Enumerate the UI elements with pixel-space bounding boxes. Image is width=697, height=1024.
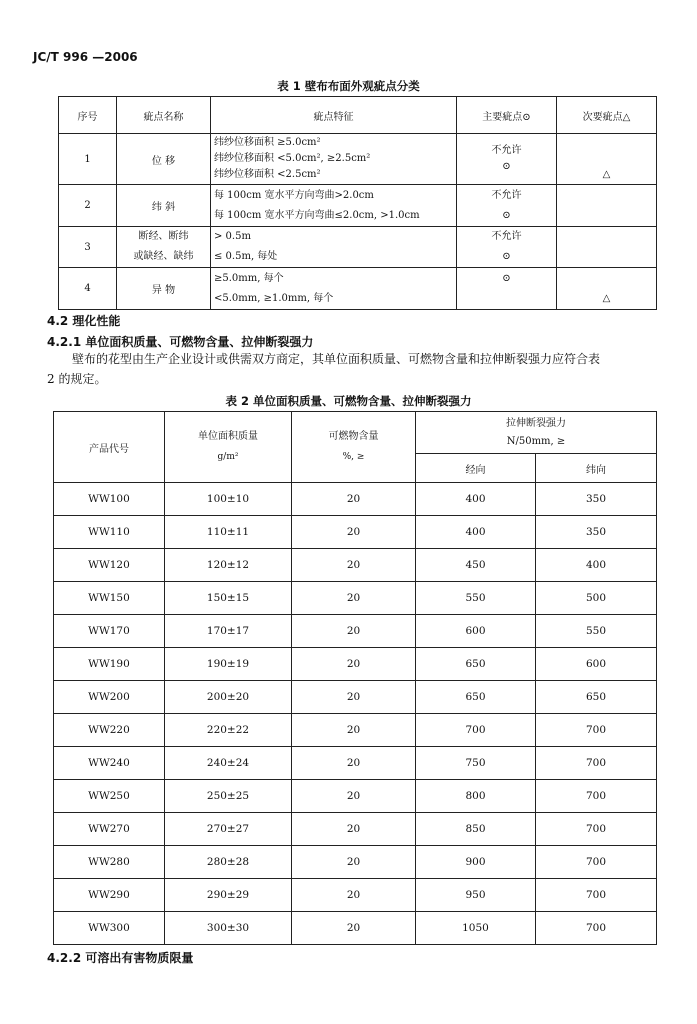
product-code-cell: WW200 — [54, 681, 165, 714]
product-code-cell: WW240 — [54, 747, 165, 780]
product-code-cell: WW280 — [54, 846, 165, 879]
feature-line: 每 100cm 宽水平方向弯曲≤2.0cm, >1.0cm — [214, 209, 420, 221]
mass-cell: 220±22 — [165, 714, 292, 747]
combustible-cell: 20 — [292, 483, 416, 516]
major-defect-cell — [457, 185, 557, 227]
warp-strength-cell: 650 — [416, 681, 536, 714]
defect-name — [117, 227, 211, 268]
major-mark: ⊙ — [502, 272, 511, 284]
product-code-cell: WW190 — [54, 648, 165, 681]
major-mark: ⊙ — [502, 251, 511, 262]
minor-mark: △ — [602, 169, 611, 180]
warp-strength-cell: 750 — [416, 747, 536, 780]
table2-body — [54, 483, 657, 945]
major-defect-cell — [457, 268, 557, 310]
product-code-cell: WW110 — [54, 516, 165, 549]
minor-defect-cell — [557, 185, 657, 227]
weft-strength-cell: 650 — [536, 681, 657, 714]
table-row — [54, 780, 657, 813]
defect-features — [211, 134, 457, 185]
table2-caption: 表 2 单位面积质量、可燃物含量、拉伸断裂强力 — [225, 394, 472, 408]
mass-cell: 190±19 — [165, 648, 292, 681]
table-row — [54, 615, 657, 648]
mass-cell: 240±24 — [165, 747, 292, 780]
combustible-header — [292, 412, 416, 483]
minor-defect-cell — [557, 227, 657, 268]
table-row — [54, 648, 657, 681]
warp-strength-cell: 450 — [416, 549, 536, 582]
major-mark: 不允许 — [491, 231, 522, 242]
defect-table — [58, 96, 657, 310]
major-mark: 不允许 — [491, 145, 522, 156]
mass-cell: 300±30 — [165, 912, 292, 945]
table-row — [54, 747, 657, 780]
warp-strength-cell: 600 — [416, 615, 536, 648]
combustible-cell: 20 — [292, 648, 416, 681]
table-row — [54, 549, 657, 582]
weft-header: 纬向 — [536, 454, 657, 483]
warp-strength-cell: 700 — [416, 714, 536, 747]
defect-features — [211, 227, 457, 268]
combustible-cell: 20 — [292, 912, 416, 945]
section-4-2-1-heading: 4.2.1 单位面积质量、可燃物含量、拉伸断裂强力 — [47, 335, 314, 349]
table-row — [59, 134, 657, 185]
document-header: JC/T 996 —2006 — [33, 50, 138, 64]
combustible-header-unit: %, ≥ — [342, 452, 365, 462]
mass-cell: 170±17 — [165, 615, 292, 648]
table-row — [54, 846, 657, 879]
weft-strength-cell: 700 — [536, 780, 657, 813]
combustible-cell: 20 — [292, 813, 416, 846]
weft-strength-cell: 400 — [536, 549, 657, 582]
tensile-header-unit: N/50mm, ≥ — [506, 435, 566, 447]
combustible-cell: 20 — [292, 780, 416, 813]
warp-strength-cell: 800 — [416, 780, 536, 813]
major-mark: 不允许 — [491, 189, 522, 201]
feature-line: 每 100cm 宽水平方向弯曲>2.0cm — [214, 189, 374, 201]
combustible-cell: 20 — [292, 846, 416, 879]
table-row — [54, 681, 657, 714]
defect-name: 位 移 — [117, 134, 211, 185]
table-row — [54, 879, 657, 912]
row-number: 1 — [59, 134, 117, 185]
table-row — [54, 813, 657, 846]
mass-cell: 200±20 — [165, 681, 292, 714]
feature-line: <5.0mm, ≥1.0mm, 每个 — [214, 292, 334, 304]
weft-strength-cell: 350 — [536, 483, 657, 516]
product-code-cell: WW120 — [54, 549, 165, 582]
major-mark: ⊙ — [502, 209, 511, 221]
product-code-cell: WW150 — [54, 582, 165, 615]
weft-strength-cell: 700 — [536, 846, 657, 879]
table-row — [54, 516, 657, 549]
defect-name: 异 物 — [117, 268, 211, 310]
warp-strength-cell: 550 — [416, 582, 536, 615]
product-code-cell: WW220 — [54, 714, 165, 747]
table1-header-row — [59, 97, 657, 134]
row-number: 3 — [59, 227, 117, 268]
warp-strength-cell: 400 — [416, 516, 536, 549]
tensile-header-label: 拉伸断裂强力 — [506, 417, 566, 429]
table1-header-cell: 疵点特征 — [211, 97, 457, 134]
warp-strength-cell: 950 — [416, 879, 536, 912]
product-code-cell: WW170 — [54, 615, 165, 648]
minor-defect-cell — [557, 268, 657, 310]
warp-strength-cell: 1050 — [416, 912, 536, 945]
mass-cell: 280±28 — [165, 846, 292, 879]
warp-strength-cell: 400 — [416, 483, 536, 516]
tensile-header — [416, 412, 657, 454]
defect-name-line: 断经、断纬 — [138, 231, 189, 242]
defect-name-line: 或缺经、缺纬 — [133, 251, 194, 262]
defect-features — [211, 185, 457, 227]
table-row — [54, 714, 657, 747]
weft-strength-cell: 500 — [536, 582, 657, 615]
table1-header-cell: 次要疵点△ — [557, 97, 657, 134]
major-mark: ⊙ — [502, 161, 511, 172]
combustible-header-label: 可燃物含量 — [328, 431, 379, 442]
feature-line: ≥5.0mm, 每个 — [214, 272, 284, 284]
product-code-cell: WW270 — [54, 813, 165, 846]
defect-features — [211, 268, 457, 310]
minor-mark: △ — [602, 292, 611, 304]
warp-strength-cell: 900 — [416, 846, 536, 879]
combustible-cell: 20 — [292, 681, 416, 714]
table1-header-cell: 序号 — [59, 97, 117, 134]
major-defect-cell — [457, 134, 557, 185]
section-4-2-2-heading: 4.2.2 可溶出有害物质限量 — [47, 951, 194, 965]
warp-strength-cell: 850 — [416, 813, 536, 846]
product-code-cell: WW250 — [54, 780, 165, 813]
combustible-cell: 20 — [292, 549, 416, 582]
table-row — [59, 227, 657, 268]
defect-name: 纬 斜 — [117, 185, 211, 227]
minor-defect-cell — [557, 134, 657, 185]
product-code-cell: WW290 — [54, 879, 165, 912]
warp-header: 经向 — [416, 454, 536, 483]
combustible-cell: 20 — [292, 615, 416, 648]
mass-cell: 270±27 — [165, 813, 292, 846]
feature-line: > 0.5m — [214, 231, 251, 242]
table-row — [59, 185, 657, 227]
table2-header-row — [54, 412, 657, 454]
major-defect-cell — [457, 227, 557, 268]
table-row — [54, 483, 657, 516]
section-4-2-heading: 4.2 理化性能 — [47, 314, 121, 328]
paragraph-line: 2 的规定。 — [47, 372, 107, 386]
combustible-cell: 20 — [292, 747, 416, 780]
feature-line: ≤ 0.5m, 每处 — [214, 251, 278, 262]
table-row — [54, 582, 657, 615]
product-code-cell: WW300 — [54, 912, 165, 945]
feature-line: 纬纱位移面积 ≥5.0cm² — [214, 137, 321, 148]
weft-strength-cell: 700 — [536, 879, 657, 912]
mass-header-label: 单位面积质量 — [198, 431, 258, 442]
weft-strength-cell: 350 — [536, 516, 657, 549]
combustible-cell: 20 — [292, 714, 416, 747]
feature-line: 纬纱位移面积 <2.5cm² — [214, 169, 321, 180]
mass-cell: 110±11 — [165, 516, 292, 549]
product-code-header: 产品代号 — [54, 412, 165, 483]
weft-strength-cell: 600 — [536, 648, 657, 681]
row-number: 4 — [59, 268, 117, 310]
mass-cell: 100±10 — [165, 483, 292, 516]
weft-strength-cell: 700 — [536, 813, 657, 846]
product-code-cell: WW100 — [54, 483, 165, 516]
weft-strength-cell: 700 — [536, 714, 657, 747]
paragraph-line: 壁布的花型由生产企业设计或供需双方商定，其单位面积质量、可燃物含量和拉伸断裂强力应符合表 — [72, 352, 601, 366]
table1-header-cell: 疵点名称 — [117, 97, 211, 134]
mass-cell: 250±25 — [165, 780, 292, 813]
weft-strength-cell: 550 — [536, 615, 657, 648]
table-row — [54, 912, 657, 945]
weft-strength-cell: 700 — [536, 912, 657, 945]
weft-strength-cell: 700 — [536, 747, 657, 780]
mass-cell: 120±12 — [165, 549, 292, 582]
table1-header-cell: 主要疵点⊙ — [457, 97, 557, 134]
table1-caption: 表 1 壁布布面外观疵点分类 — [277, 79, 420, 93]
mass-header — [165, 412, 292, 483]
properties-table — [53, 411, 657, 945]
mass-cell: 290±29 — [165, 879, 292, 912]
row-number: 2 — [59, 185, 117, 227]
mass-header-unit: g/m² — [217, 452, 239, 462]
feature-line: 纬纱位移面积 <5.0cm², ≥2.5cm² — [214, 153, 371, 164]
combustible-cell: 20 — [292, 516, 416, 549]
combustible-cell: 20 — [292, 582, 416, 615]
combustible-cell: 20 — [292, 879, 416, 912]
table-row — [59, 268, 657, 310]
mass-cell: 150±15 — [165, 582, 292, 615]
warp-strength-cell: 650 — [416, 648, 536, 681]
